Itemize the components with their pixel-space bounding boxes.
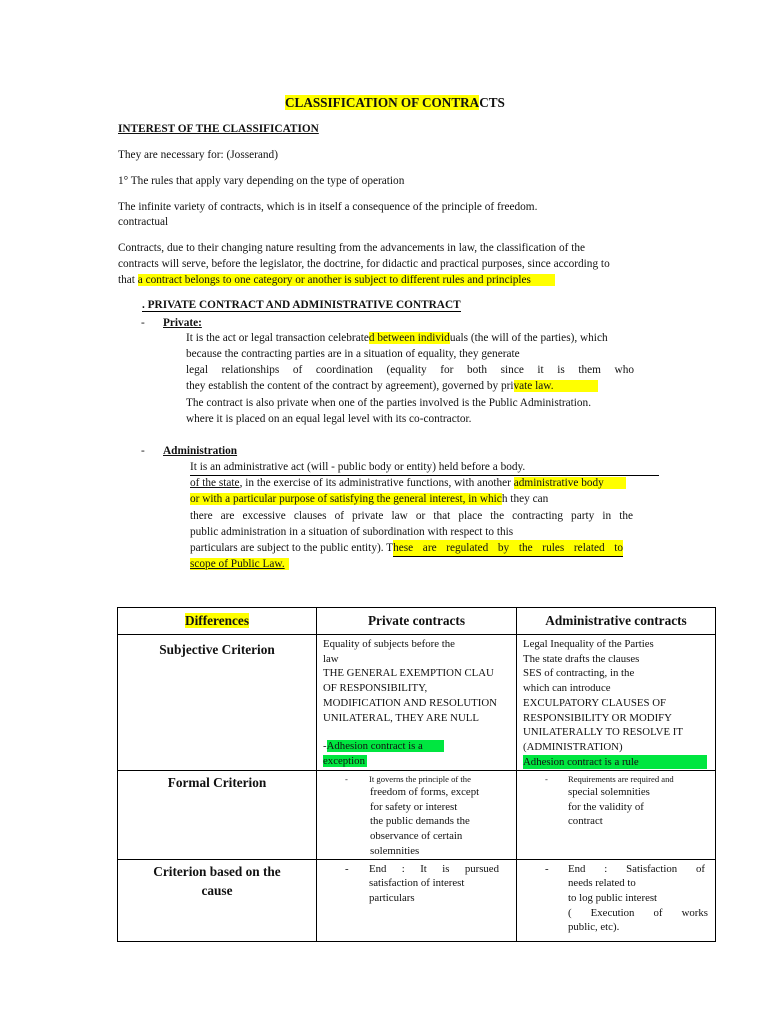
private-b1-line4: they establish the content of the contract by agreement), governed by private law. [186,378,598,394]
criterion-subjective: Subjective Criterion [118,635,317,771]
subjective-admin-cell: Legal Inequality of the Parties The state drafts the clauses SES of contracting, in the which can introduce EXCULPATORY CLAUSES OF RESPONSIBILITY OR MODIFY UNILATERALLY TO RESOLVE IT (ADMINISTRATION) Adhesion contract is a rule [517,635,716,771]
heading-interest: INTEREST OF THE CLASSIFICATION [118,123,319,135]
admin-line5: public administration in a situation of subordination with respect to this [190,526,514,538]
header-administrative: Administrative contracts [517,608,716,635]
table-row [118,859,716,941]
admin-line7: scope of Public Law. [190,556,289,572]
paragraph-contracts-line1: Contracts, due to their changing nature resulting from the advancements in law, the classification of the [118,242,586,254]
admin-dash: - [141,445,145,457]
criterion-formal: Formal Criterion [118,771,317,860]
private-b2-line1: The contract is also private when one of the parties involved is the Public Administration. [186,397,592,409]
title-highlighted-part: CLASSIFICATION OF CONTRA [285,95,480,110]
formal-private-cell: - It governs the principle of the freedom of forms, except for safety or interest the public demands the observance of certain solemnities [317,771,517,860]
table-row [118,771,716,860]
header-differences: Differences [118,608,317,635]
private-dash: - [141,317,145,329]
paragraph-rules: 1° The rules that apply vary depending on the type of operation [118,175,405,187]
adhesion-rule-note: Adhesion contract is a rule [523,755,707,770]
cause-admin-cell: - End : Satisfaction of needs related to to log public interest ( Execution of works public, etc). [517,859,716,941]
document-title [285,95,505,111]
differences-table [117,607,716,942]
criterion-cause: Criterion based on the cause [118,859,317,941]
adhesion-exception-note: -Adhesion contract is a [323,739,516,754]
title-rest: CTS [479,95,505,110]
subjective-private-cell: Equality of subjects before the law THE GENERAL EXEMPTION CLAU OF RESPONSIBILITY, MODIFICATION AND RESOLUTION UNILATERAL, THEY ARE NULL -Adhesion contract is a exception [317,635,517,771]
admin-label: Administration [163,445,238,457]
table-header-row [118,608,716,635]
table-row [118,635,716,771]
private-b1-line3: legal relationships of coordination (equality for both since it is them who [186,364,634,376]
private-b1-line2: because the contracting parties are in a situation of equality, they generate [186,348,520,360]
admin-line6: particulars are subject to the public entity). These are regulated by the rules related to [190,540,623,557]
highlight-categories: a contract belongs to one category or another is subject to different rules and principles [138,274,555,286]
cause-private-cell: - End : It is pursued satisfaction of interest particulars [317,859,517,941]
admin-line2: of the state, in the exercise of its administrative functions, with another administrative body [190,475,626,491]
admin-line4: there are excessive clauses of private law or that place the contracting party in the [190,510,633,522]
section-title-private-admin: . PRIVATE CONTRACT AND ADMINISTRATIVE CONTRACT [142,299,461,311]
private-b1-line1: It is the act or legal transaction celebrated between individuals (the will of the parties), which [186,332,608,344]
paragraph-contracts-line3: that a contract belongs to one category or another is subject to different rules and principles [118,272,555,288]
admin-line3: or with a particular purpose of satisfying the general interest, in which they can [190,493,549,505]
private-b2-line2: where it is placed on an equal legal level with its co-contractor. [186,413,472,425]
paragraph-variety-line2: contractual [118,216,169,228]
paragraph-variety-line1: The infinite variety of contracts, which is in itself a consequence of the principle of freedom. [118,201,538,213]
private-label: Private: [163,317,202,329]
paragraph-contracts-line2: contracts will serve, before the legislator, the doctrine, for didactic and practical purposes, since according to [118,258,610,270]
paragraph-necessary: They are necessary for: (Josserand) [118,149,278,161]
formal-admin-cell: - Requirements are required and special solemnities for the validity of contract [517,771,716,860]
admin-line1: It is an administrative act (will - public body or entity) held before a body. [190,459,659,476]
header-private: Private contracts [317,608,517,635]
